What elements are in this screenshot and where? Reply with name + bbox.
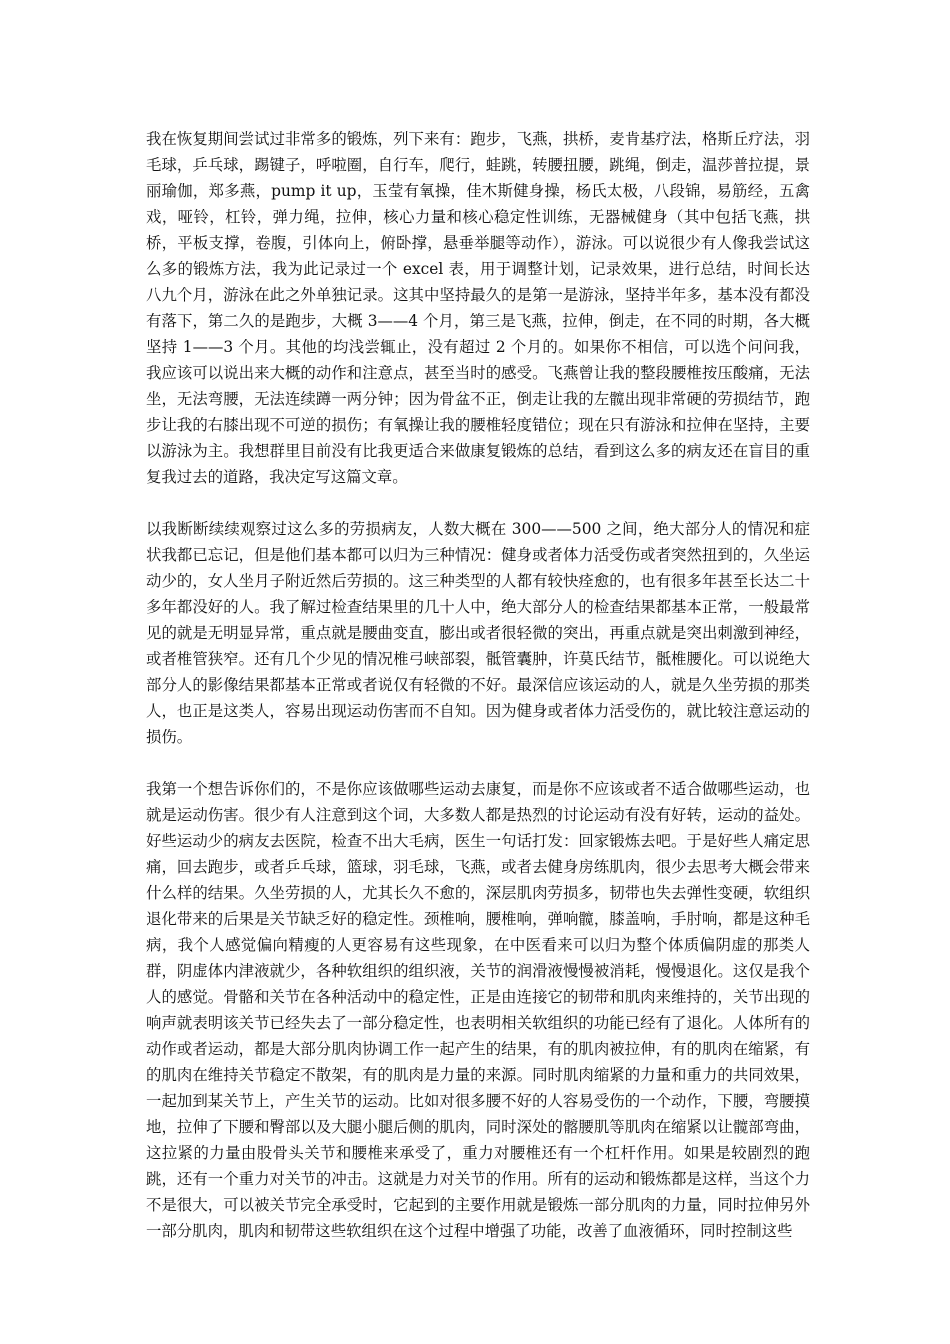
paragraph-1: 我在恢复期间尝试过非常多的锻炼，列下来有：跑步，飞燕，拱桥，麦肯基疗法，格斯丘疗法，羽毛球，乒乓球，踢键子，呼啦圈，自行车，爬行，蛙跳，转腰扭腰，跳绳，倒走，温莎普拉提，景丽瑜伽，郑多燕，pump it up，玉莹有氧操，佳木斯健身操，杨氏太极，八段锦，易筋经，五禽戏，哑铃，杠铃，弹力绳，拉伸，核心力量和核心稳定性训练，无器械健身（其中包括飞燕，拱桥，平板支撑，卷腹，引体向上，俯卧撑，悬垂举腿等动作），游泳。可以说很少有人像我尝试这么多的锻炼方法，我为此记录过一个 excel 表，用于调整计划，记录效果，进行总结，时间长达八九个月，游泳在此之外单独记录。这其中坚持最久的是第一是游泳，坚持半年多，基本没有都没有落下，第二久的是跑步，大概 3——4 个月，第三是飞燕，拉伸，倒走，在不同的时期，各大概坚持 1——3 个月。其他的均浅尝辄止，没有超过 2 个月的。如果你不相信，可以选个问问我，我应该可以说出来大概的动作和注意点，甚至当时的感受。飞燕曾让我的整段腰椎按压酸痛，无法坐，无法弯腰，无法连续蹲一两分钟；因为骨盆不正，倒走让我的左髋出现非常硬的劳损结节，跑步让我的右膝出现不可逆的损伤；有氧操让我的腰椎轻度错位；现在只有游泳和拉伸在坚持，主要以游泳为主。我想群里目前没有比我更适合来做康复锻炼的总结，看到这么多的病友还在盲目的重复我过去的道路，我决定写这篇文章。 xyxy=(146,130,810,486)
paragraph-3: 我第一个想告诉你们的，不是你应该做哪些运动去康复，而是你不应该或者不适合做哪些运动，也就是运动伤害。很少有人注意到这个词，大多数人都是热烈的讨论运动有没有好转，运动的益处。好些运动少的病友去医院，检查不出大毛病，医生一句话打发：回家锻炼去吧。于是好些人痛定思痛，回去跑步，或者乒乓球，篮球，羽毛球，飞燕，或者去健身房练肌肉，很少去思考大概会带来什么样的结果。久坐劳损的人，尤其长久不愈的，深层肌肉劳损多，韧带也失去弹性变硬，软组织退化带来的后果是关节缺乏好的稳定性。颈椎响，腰椎响，弹响髋，膝盖响，手肘响，都是这种毛病，我个人感觉偏向精瘦的人更容易有这些现象，在中医看来可以归为整个体质偏阴虚的那类人群，阴虚体内津液就少，各种软组织的组织液，关节的润滑液慢慢被消耗，慢慢退化。这仅是我个人的感觉。骨骼和关节在各种活动中的稳定性，正是由连接它的韧带和肌肉来维持的，关节出现的响声就表明该关节已经失去了一部分稳定性，也表明相关软组织的功能已经有了退化。人体所有的动作或者运动，都是大部分肌肉协调工作一起产生的结果，有的肌肉被拉伸，有的肌肉在缩紧，有的肌肉在维持关节稳定不散架，有的肌肉是力量的来源。同时肌肉缩紧的力量和重力的共同效果，一起加到某关节上，产生关节的运动。比如对很多腰不好的人容易受伤的一个动作，下腰，弯腰摸地，拉伸了下腰和臀部以及大腿小腿后侧的肌肉，同时深处的髂腰肌等肌肉在缩紧以让髋部弯曲，这拉紧的力量由股骨头关节和腰椎来承受了，重力对腰椎还有一个杠杆作用。如果是较剧烈的跑跳，还有一个重力对关节的冲击。这就是力对关节的作用。所有的运动和锻炼都是这样，当这个力不是很大，可以被关节完全承受时，它起到的主要作用就是锻炼一部分肌肉的力量，同时拉伸另外一部分肌肉，肌肉和韧带这些软组织在这个过程中增强了功能，改善了血液循环，同时控制这些 xyxy=(146,780,810,1240)
document-body xyxy=(146,126,810,1270)
paragraph-2: 以我断断续续观察过这么多的劳损病友，人数大概在 300——500 之间，绝大部分人的情况和症状我都已忘记，但是他们基本都可以归为三种情况：健身或者体力活受伤或者突然扭到的，久坐运动少的，女人坐月子附近然后劳损的。这三种类型的人都有较快痊愈的，也有很多年甚至长达二十多年都没好的人。我了解过检查结果里的几十人中，绝大部分人的检查结果都基本正常，一般最常见的就是无明显异常，重点就是腰曲变直，膨出或者很轻微的突出，再重点就是突出刺激到神经，或者椎管狭窄。还有几个少见的情况椎弓峡部裂，骶管囊肿，许莫氏结节，骶椎腰化。可以说绝大部分人的影像结果都基本正常或者说仅有轻微的不好。最深信应该运动的人，就是久坐劳损的那类人，也正是这类人，容易出现运动伤害而不自知。因为健身或者体力活受伤的，就比较注意运动的损伤。 xyxy=(146,520,810,746)
